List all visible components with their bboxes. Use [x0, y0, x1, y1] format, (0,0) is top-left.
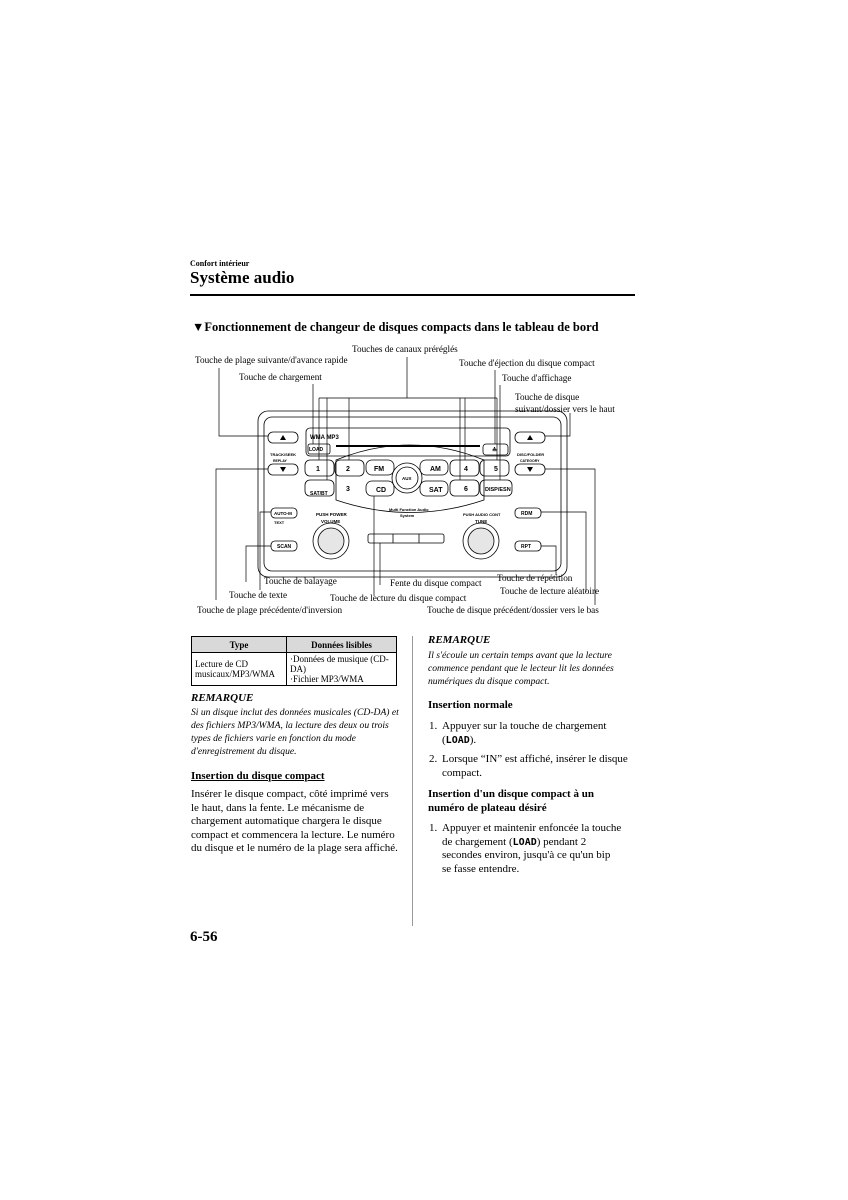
callout-play: Touche de lecture du disque compact	[330, 593, 467, 603]
left-note-title: REMARQUE	[191, 692, 254, 704]
preset-6-label: 6	[464, 486, 468, 493]
track-up-icon	[280, 435, 286, 440]
sat-label: SAT	[429, 487, 443, 494]
preset-2-label: 2	[346, 466, 350, 473]
callout-rdm: Touche de lecture aléatoire	[500, 586, 600, 596]
table-header-data: Données lisibles	[287, 637, 397, 653]
automnt-label: AUTO-M	[274, 511, 292, 516]
callout-text: Touche de texte	[229, 590, 288, 600]
callout-eject: Touche d'éjection du disque compact	[459, 358, 595, 368]
callout-load: Touche de chargement	[239, 372, 322, 382]
load-key-icon: LOAD	[512, 836, 537, 848]
track-down-icon	[280, 467, 286, 472]
volume-label: VOLUME	[321, 519, 341, 524]
step-text: Lorsque “IN” est affiché, insérer le disque compact.	[442, 753, 628, 779]
right-note-text: Il s'écoule un certain temps avant que la lecture commence pendant que le lecteur lit les données numériques du disque compact.	[428, 650, 614, 687]
eject-label: ≙	[492, 448, 498, 454]
callout-scan: Touche de balayage	[264, 576, 337, 586]
load-key-icon: LOAD	[445, 734, 470, 746]
cd-label: CD	[376, 487, 387, 494]
folder-up-icon	[527, 435, 533, 440]
category-label: CATEGORY	[520, 459, 540, 463]
normal-step-2	[429, 753, 644, 783]
table-row	[192, 653, 397, 686]
aux-label: AUX	[402, 476, 412, 481]
table-cell-type: Lecture de CD musicaux/MP3/WMA	[192, 653, 287, 686]
insertion-heading: Insertion du disque compact	[191, 770, 325, 782]
preset-4-label: 4	[464, 466, 468, 473]
system-label: Multi Function Audio	[389, 507, 429, 512]
table-cell-data-line: ·Fichier MP3/WMA	[290, 674, 364, 684]
step-number: 2.	[429, 753, 438, 765]
tray-insertion-heading: Insertion d'un disque compact à un numéro de plateau désiré	[428, 788, 594, 814]
insertion-text: Insérer le disque compact, côté imprimé vers le haut, dans la fente. Le mécanisme de chargement automatique chargera le disque compact et commencera la lecture. Le numéro du disque et le numéro de la plage sera affiché.	[191, 788, 398, 854]
page-title: Système audio	[190, 268, 295, 287]
column-divider	[412, 636, 413, 926]
rdm-label: RDM	[521, 511, 533, 517]
callout-rpt: Touche de répétition	[497, 573, 573, 583]
section-kicker: Confort intérieur	[190, 259, 250, 268]
tune-sub-label: TUNE	[475, 519, 488, 524]
callout-slot: Fente du disque compact	[390, 578, 482, 588]
track-label: TRACK/SEEK	[270, 452, 297, 457]
callout-preset: Touches de canaux préréglés	[352, 344, 458, 354]
tray-step-1	[429, 822, 644, 882]
preset-5-label: 5	[494, 466, 498, 473]
satbt-label: SAT/BT	[310, 491, 328, 497]
folder-down-icon	[527, 467, 533, 472]
scan-label: SCAN	[277, 544, 292, 550]
step-number: 1.	[429, 720, 438, 732]
load-label: LOAD	[309, 447, 324, 453]
fm-label: FM	[374, 466, 385, 473]
step-text: Appuyer et maintenir enfoncée la touche de chargement (LOAD) pendant 2 secondes environ, jusqu'à ce qu'un bip se fasse entendre.	[442, 822, 622, 875]
replay-label: REPLAY	[273, 459, 287, 463]
power-label: PUSH POWER	[316, 512, 347, 517]
am-label: AM	[430, 466, 441, 473]
rpt-label: RPT	[521, 544, 531, 550]
figure-heading: ▼Fonctionnement de changeur de disques compacts dans le tableau de bord	[192, 320, 599, 334]
right-note-title: REMARQUE	[428, 634, 491, 646]
tune-label: PUSH AUDIO CONT	[463, 512, 501, 517]
callout-track-up: Touche de plage suivante/d'avance rapide	[195, 355, 348, 365]
step-text: Appuyer sur la touche de chargement (LOAD).	[442, 720, 607, 746]
preset-1-label: 1	[316, 466, 320, 473]
readable-data-table	[191, 636, 397, 686]
preset-3-label: 3	[346, 486, 350, 493]
page-number: 6-56	[190, 929, 218, 945]
left-note-text: Si un disque inclut des données musicales (CD-DA) et des fichiers MP3/WMA, la lecture des deux ou trois types de fichiers varie en fonction du mode d'enregistrement du disque.	[191, 707, 399, 757]
step-number: 1.	[429, 822, 438, 834]
system-sub-label: System	[400, 513, 415, 518]
text-label: TEXT	[274, 520, 285, 525]
table-cell-data-line: ·Données de musique (CD-DA)	[290, 654, 389, 674]
unit-bezel	[258, 411, 567, 577]
callout-track-down: Touche de plage précédente/d'inversion	[197, 605, 343, 615]
callout-folder-down: Touche de disque précédent/dossier vers le bas	[427, 605, 599, 615]
normal-insertion-heading: Insertion normale	[428, 699, 513, 711]
callout-folder-up: Touche de disque suivant/dossier vers le haut	[515, 392, 615, 414]
disp-label: DISP/ESN	[485, 487, 511, 493]
normal-step-1	[429, 720, 644, 750]
folder-label: DISC/FOLDER	[517, 452, 545, 457]
table-header-type: Type	[192, 637, 287, 653]
wma-mp3-label: WMA MP3	[310, 435, 339, 441]
callout-disp: Touche d'affichage	[502, 373, 572, 383]
table-cell-data	[287, 653, 397, 686]
